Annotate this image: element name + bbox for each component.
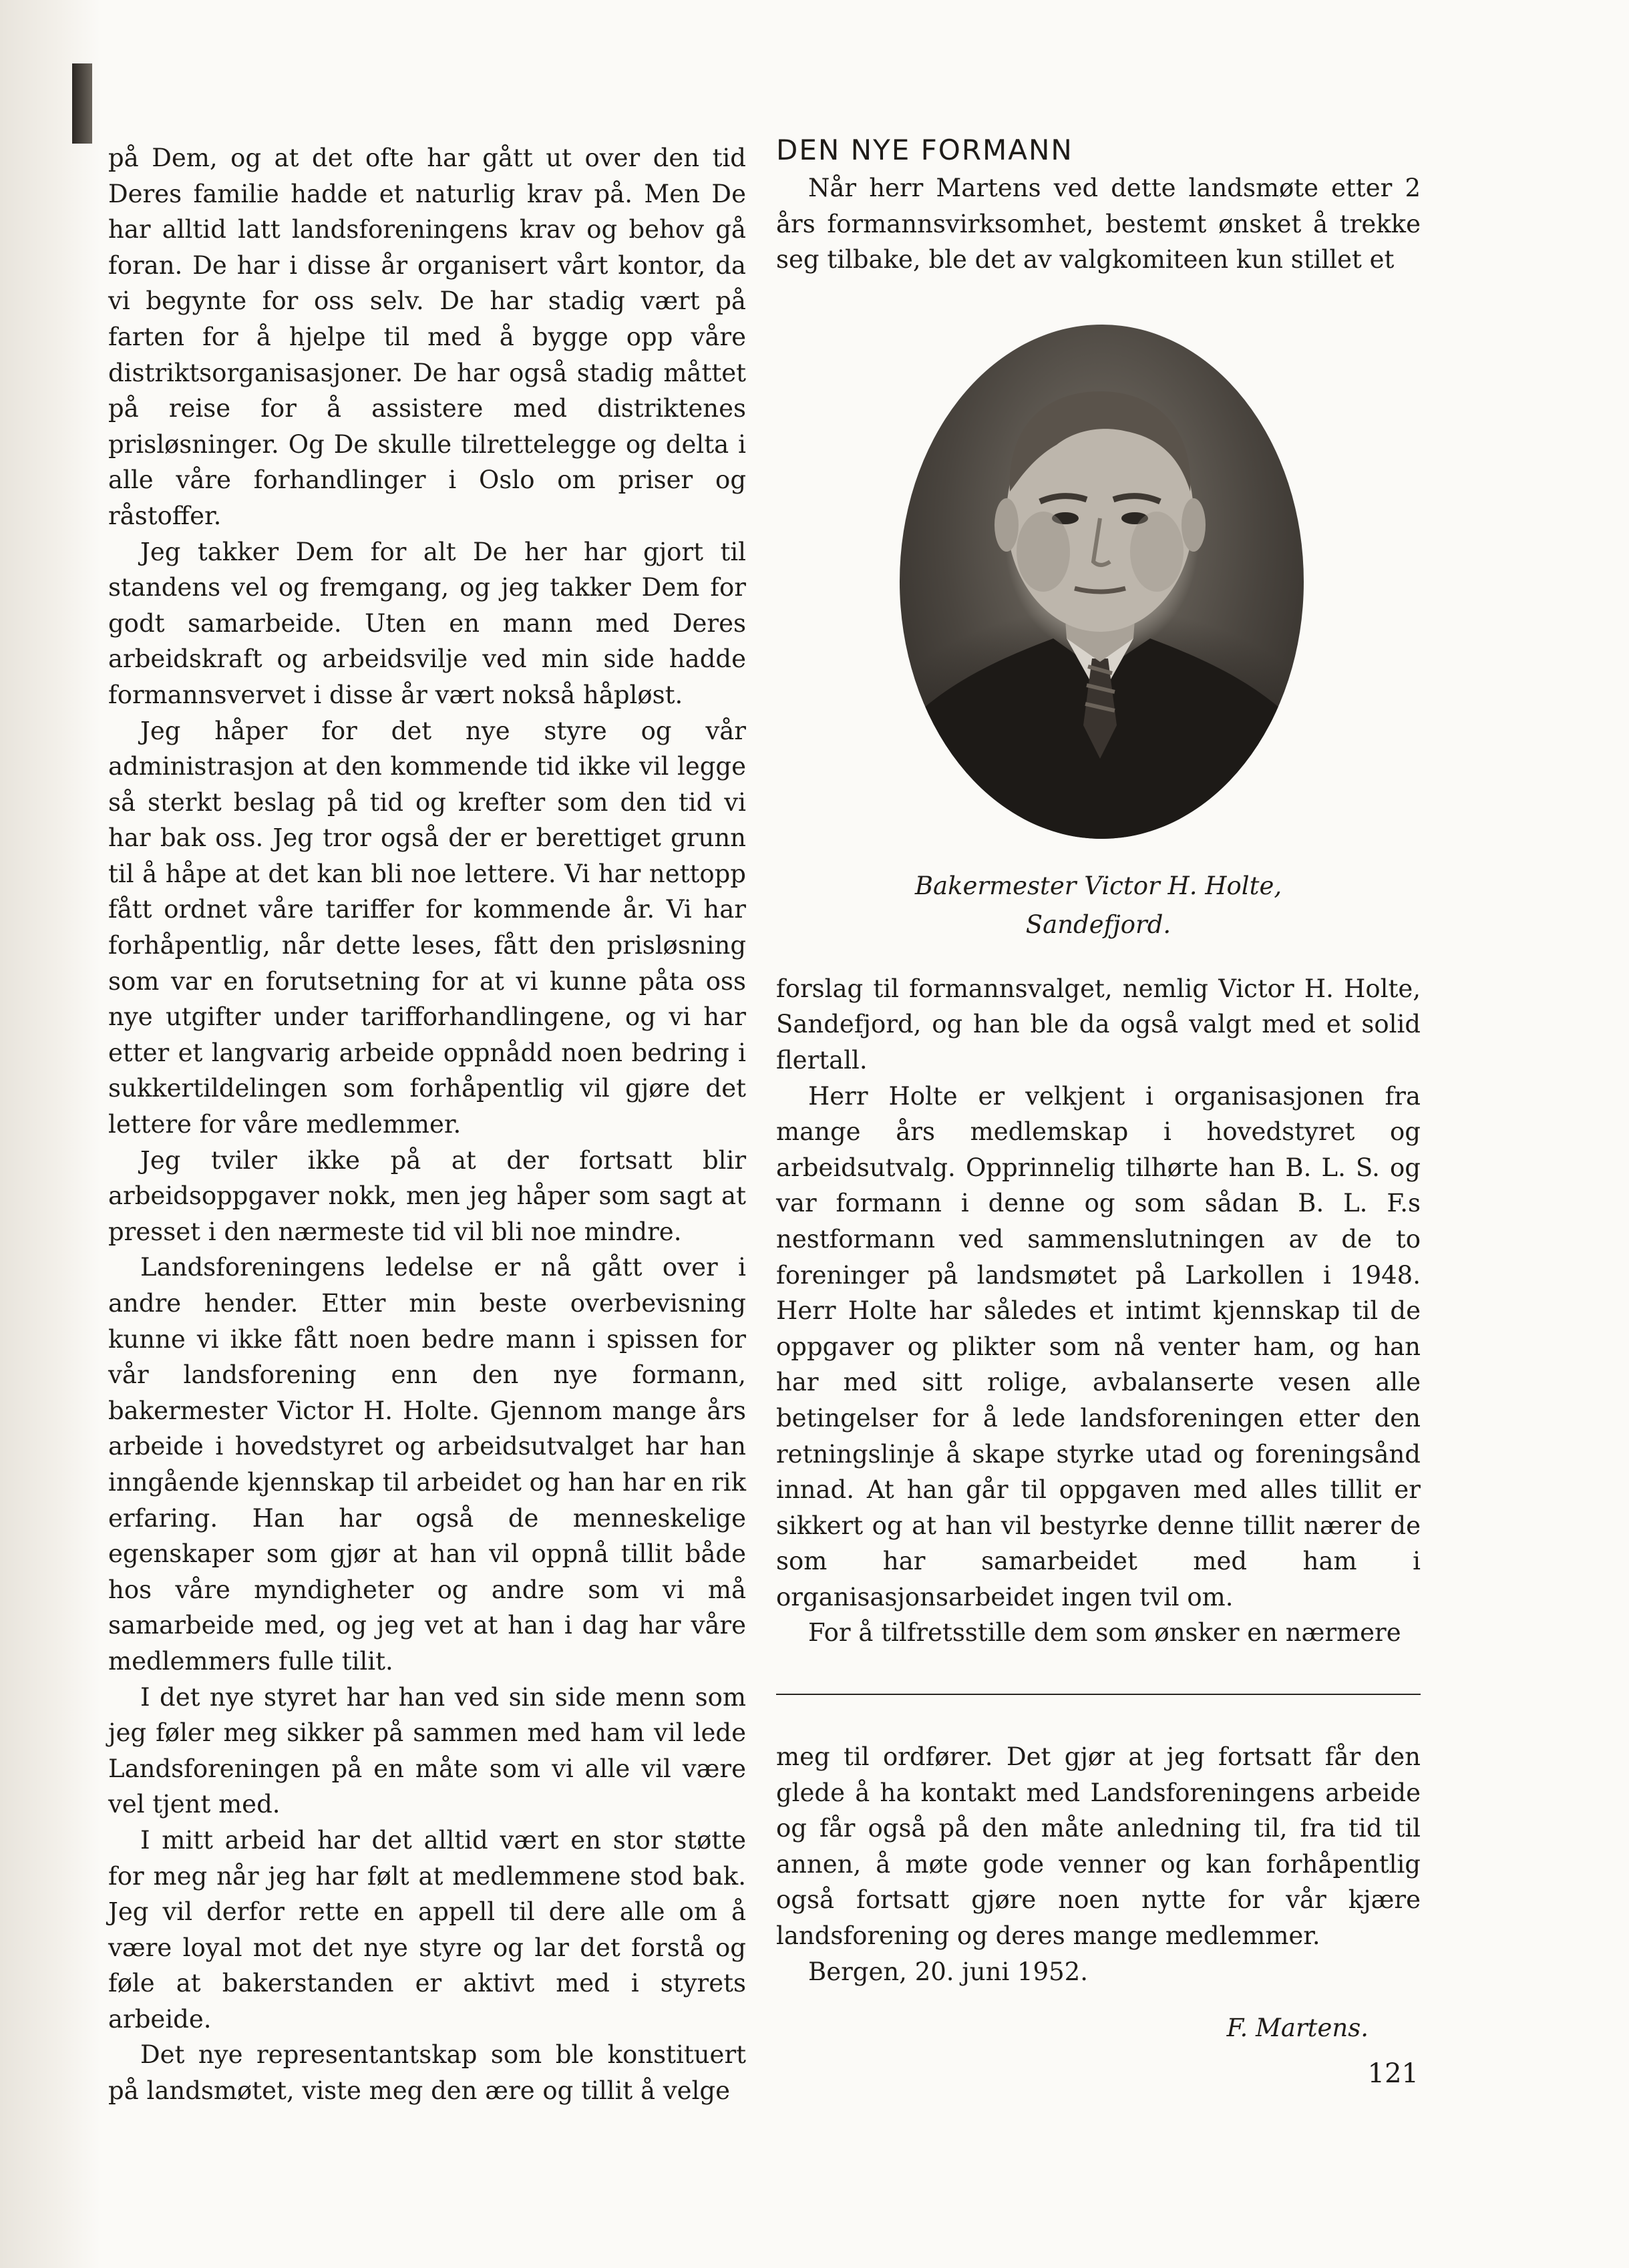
continuation-paragraph: meg til ordfører. Det gjør at jeg fortsatt får den glede å ha kontakt med Landsforeningens arbeide og får også på den måte anledning til, fra tid til annen, å møte gode venner og kan forhåpentlig også fortsatt gjøre noen nytte for vår kjære landsforening og deres mange medlemmer. [776, 1742, 1421, 1951]
section-heading: DEN NYE FORMANN [776, 134, 1073, 166]
left-paragraph-3: Jeg håper for det nye styre og vår administrasjon at den kommende tid ikke vil legge så sterkt beslag på tid og krefter som den tid vi har bak oss. Jeg tror også der er berettiget grunn til å håpe at det kan bli noe lettere. Vi har nettopp fått ordnet våre tariffer for kommende år. Vi har forhåpentlig, når dette leses, fått den prisløsning som var en forutsetning for at vi kunne påta oss nye utgifter under tarifforhandlingene, og vi har etter et langvarig arbeide oppnådd noen bedring i sukkertildelingen som forhåpentlig vil gjøre det lettere for våre medlemmer. [108, 716, 746, 1139]
left-paragraph-8: Det nye representantskap som ble konstituert på landsmøtet, viste meg den ære og tillit å velge [108, 2040, 746, 2106]
left-paragraph-4: Jeg tviler ikke på at der fortsatt blir arbeidsoppgaver nokk, men jeg håper som sagt at presset i den nærmeste tid vil bli noe mindre. [108, 1145, 746, 1246]
portrait-caption [776, 867, 1421, 944]
left-column [108, 140, 746, 2109]
page-number: 121 [1367, 2058, 1419, 2089]
signature: F. Martens. [1226, 2014, 1369, 2043]
portrait-photo-icon [900, 325, 1304, 839]
intro-paragraph: Når herr Martens ved dette landsmøte etter 2 års formannsvirksomhet, bestemt ønsket å trekke seg tilbake, ble det av valgkomiteen kun stillet et [776, 174, 1421, 274]
closing-paragraph: For å tilfretsstille dem som ønsker en nærmere [808, 1618, 1401, 1648]
left-paragraph-5: Landsforeningens ledelse er nå gått over i andre hender. Etter min beste overbevisning kunne vi ikke fått noen bedre mann i spissen for vår landsforening enn den nye formann, bakermester Victor H. Holte. Gjennom mange års arbeide i hovedstyret og arbeidsutvalget har han inngående kjennskap til arbeidet og han har en rik erfaring. Han har også de menneskelige egenskaper som gjør at han vil oppnå tillit både hos våre myndigheter og andre som vi må samarbeide med, og jeg vet at han i dag har våre medlemmers fulle tilit. [108, 1253, 746, 1676]
caption-name: Bakermester Victor H. Holte, [914, 871, 1282, 900]
right-column [776, 134, 1421, 2048]
caption-place: Sandefjord. [1025, 910, 1171, 939]
portrait-figure [776, 325, 1421, 839]
holte-paragraph: Herr Holte er velkjent i organisasjonen fra mange års medlemskap i hovedstyret og arbeidsutvalg. Opprinnelig tilhørte han B. L. S. og var formann i denne og som sådan B. L. F.s nestformann ved sammenslutningen av de to foreninger på landsmøtet på Larkollen i 1948. Herr Holte har således et intimt kjennskap til de oppgaver og plikter som nå venter ham, og han har med sitt rolige, avbalanserte vesen alle betingelser for å lede landsforeningen etter den retningslinje å skape styrke utad og foreningsånd innad. At han går til oppgaven med alles tillit er sikkert og at han vil bestyrke denne tillit nærer de som har samarbeidet med ham i organisasjonsarbeidet ingen tvil om. [776, 1081, 1421, 1612]
column-divider [776, 1694, 1421, 1695]
left-paragraph-7: I mitt arbeid har det alltid vært en stor støtte for meg når jeg har følt at medlemmene stod bak. Jeg vil derfor rette en appell til dere alle om å være loyal mot det nye styre og lar det forstå og føle at bakerstanden er aktivt med i styrets arbeide. [108, 1825, 746, 2034]
left-paragraph-2: Jeg takker Dem for alt De her har gjort til standens vel og fremgang, og jeg takker Dem for godt samarbeide. Uten en mann med Deres arbeidskraft og arbeidsvilje ved min side hadde formannsvervet i disse år vært nokså håpløst. [108, 537, 746, 709]
binding-mark [72, 63, 92, 144]
left-paragraph-1: på Dem, og at det ofte har gått ut over den tid Deres familie hadde et naturlig krav på. Men De har alltid latt landsforeningens krav og behov gå foran. De har i disse år organisert vårt kontor, da vi begynte for oss selv. De har stadig vært på farten for å hjelpe til med å bygge opp våre distriktsorganisasjoner. De har også stadig måttet på reise for å assistere med distriktenes prisløsninger. Og De skulle tilrettelegge og delta i alle våre forhandlinger i Oslo om priser og råstoffer. [108, 144, 746, 530]
page-binding-shadow [0, 0, 100, 2268]
date-line: Bergen, 20. juni 1952. [808, 1957, 1088, 1986]
portrait-illustration [900, 325, 1304, 839]
after-caption-paragraph: forslag til formannsvalget, nemlig Victor H. Holte, Sandefjord, og han ble da også valgt med et solid flertall. [776, 974, 1421, 1075]
left-paragraph-6: I det nye styret har han ved sin side menn som jeg føler meg sikker på sammen med ham vil lede Landsforeningen på en måte som vi alle vil være vel tjent med. [108, 1682, 746, 1819]
